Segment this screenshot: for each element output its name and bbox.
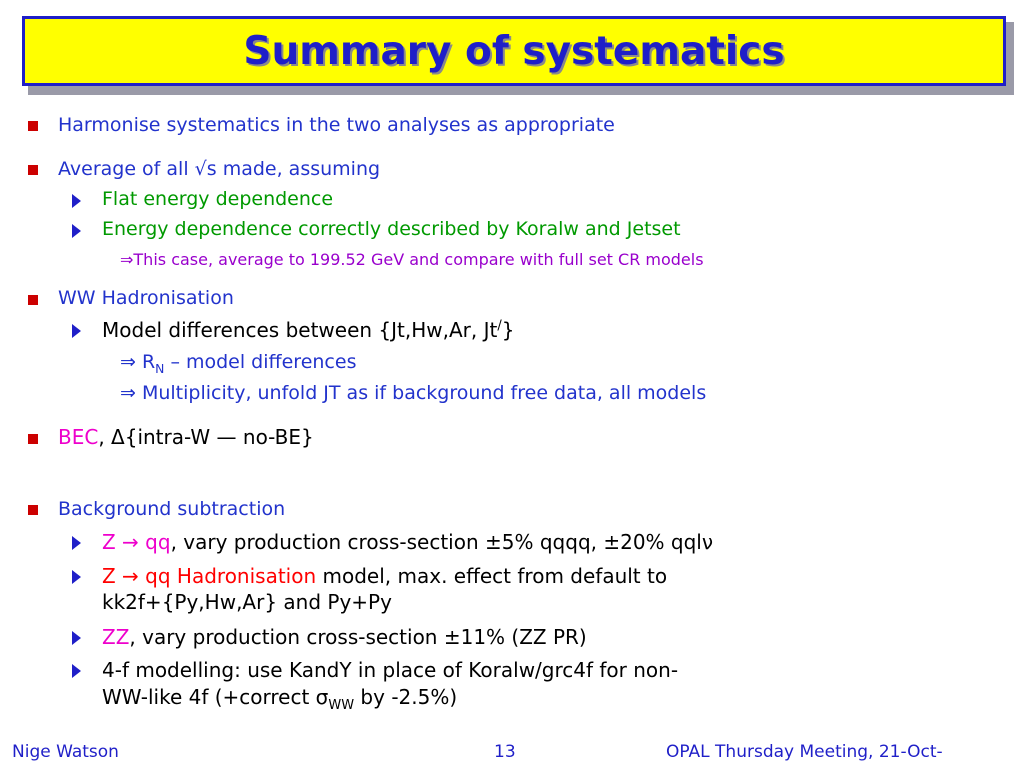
zz-label: ZZ: [102, 625, 130, 649]
sub-z-qq-hadronisation-cont: kk2f+{Py,Hw,Ar} and Py+Py: [102, 590, 392, 614]
bullet-background: Background subtraction: [58, 498, 286, 520]
z-qq-hadronisation-text: model, max. effect from default to: [316, 564, 668, 588]
sub-z-qq: [102, 530, 713, 554]
sub-zz: [102, 625, 587, 649]
footer-meeting: OPAL Thursday Meeting, 21-Oct-: [666, 742, 943, 762]
page-title: Summary of systematics: [243, 28, 785, 74]
arrow-bullet-icon: [72, 224, 81, 238]
bullet-ww-hadronisation: WW Hadronisation: [58, 287, 234, 309]
zz-text: , vary production cross-section ±11% (ZZ PR): [129, 625, 587, 649]
sub-4f-modelling-cont: [102, 685, 457, 713]
arrow-bullet-icon: [72, 536, 81, 550]
implies-icon: ⇒: [120, 382, 136, 404]
sigma-ww-subscript: WW: [328, 698, 355, 713]
bullet-square-icon: [28, 165, 38, 175]
subsub-average-case: [120, 250, 704, 269]
sub-4f-modelling: 4-f modelling: use KandY in place of Koralw/grc4f for non-: [102, 658, 679, 682]
sub-model-differences: [102, 318, 515, 342]
arrow-bullet-icon: [72, 664, 81, 678]
arrow-bullet-icon: [72, 194, 81, 208]
z-qq-text: , vary production cross-section ±5% qqqq, ±20% qqlν: [170, 530, 714, 554]
subsub-rn: [120, 351, 356, 376]
footer-page-number: 13: [494, 742, 516, 762]
rn-subscript: N: [155, 361, 165, 376]
bullet-square-icon: [28, 121, 38, 131]
bullet-harmonise: Harmonise systematics in the two analyses as appropriate: [58, 114, 615, 136]
bullet-square-icon: [28, 295, 38, 305]
title-box: [22, 16, 1006, 86]
z-qq-label: Z → qq: [102, 530, 171, 554]
subsub-multiplicity: [120, 382, 706, 404]
bullet-average: Average of all √s made, assuming: [58, 158, 381, 180]
subsub-multiplicity-text: Multiplicity, unfold JT as if background free data, all models: [135, 382, 707, 404]
bec-label: BEC: [58, 425, 99, 449]
implies-icon: ⇒: [120, 250, 134, 269]
bullet-square-icon: [28, 434, 38, 444]
z-qq-hadronisation-label: Z → qq Hadronisation: [102, 564, 317, 588]
sub-model-differences-text: Model differences between {Jt,Hw,Ar, Jt: [102, 318, 498, 342]
rn-label: R: [135, 351, 156, 373]
arrow-bullet-icon: [72, 570, 81, 584]
bec-text: , Δ{intra-W — no-BE}: [98, 425, 314, 449]
implies-icon: ⇒: [120, 351, 136, 373]
sub-model-differences-end: }: [501, 318, 515, 342]
rn-text: – model differences: [164, 351, 357, 373]
sub-flat-energy: Flat energy dependence: [102, 188, 334, 210]
arrow-bullet-icon: [72, 631, 81, 645]
bullet-square-icon: [28, 505, 38, 515]
sub-z-qq-hadronisation: [102, 564, 667, 588]
subsub-average-case-text: This case, average to 199.52 GeV and compare with full set CR models: [133, 250, 704, 269]
sub-model-differences-sup: /: [497, 318, 502, 334]
sub-energy-dependence: Energy dependence correctly described by Koralw and Jetset: [102, 218, 681, 240]
arrow-bullet-icon: [72, 324, 81, 338]
footer-author: Nige Watson: [12, 742, 119, 762]
bullet-bec: [58, 425, 314, 449]
4f-text-end: by -2.5%): [354, 685, 458, 709]
4f-text: WW-like 4f (+correct σ: [102, 685, 329, 709]
